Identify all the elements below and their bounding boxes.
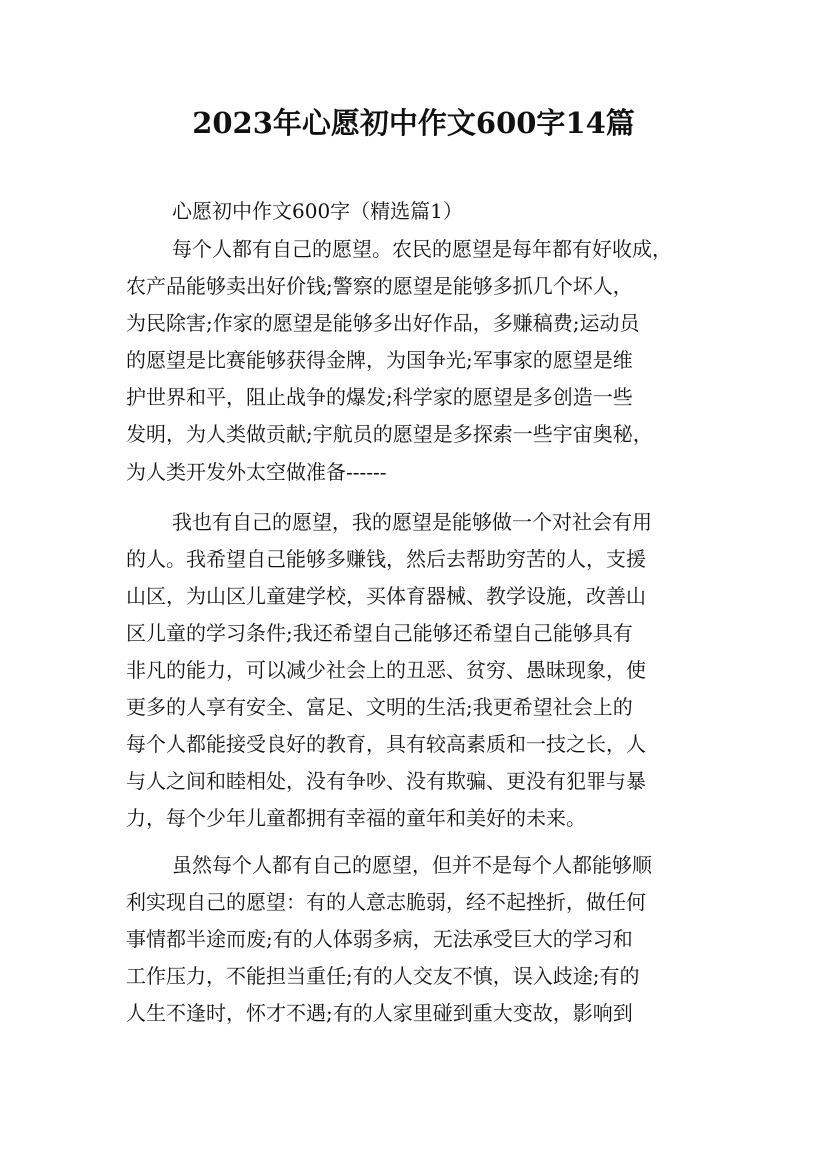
paragraph-1-line-3: 为民除害;作家的愿望是能够多出好作品，多赚稿费;运动员 — [126, 311, 640, 335]
paragraph-2-line-7: 每个人都能接受良好的教育，具有较高素质和一技之长，人 — [126, 732, 646, 756]
paragraph-1-line-4: 的愿望是比赛能够获得金牌，为国争光;军事家的愿望是维 — [126, 348, 633, 372]
paragraph-2-line-9: 力，每个少年儿童都拥有幸福的童年和美好的未来。 — [126, 806, 586, 830]
paragraph-1-line-6: 发明，为人类做贡献;宇航员的愿望是多探索一些宇宙奥秘， — [126, 422, 653, 446]
paragraph-1-line-5: 护世界和平，阻止战争的爆发;科学家的愿望是多创造一些 — [126, 385, 633, 409]
section-heading: 心愿初中作文600字（精选篇1） — [172, 199, 463, 223]
paragraph-3-line-4: 工作压力，不能担当重任;有的人交友不慎，误入歧途;有的 — [126, 964, 640, 988]
paragraph-3-line-1: 虽然每个人都有自己的愿望，但并不是每个人都能够顺 — [172, 853, 652, 877]
paragraph-2-line-2: 的人。我希望自己能够多赚钱，然后去帮助穷苦的人，支援 — [126, 547, 646, 571]
paragraph-2-line-5: 非凡的能力，可以减少社会上的丑恶、贫穷、愚昧现象，使 — [126, 658, 646, 682]
paragraph-2-line-8: 与人之间和睦相处，没有争吵、没有欺骗、更没有犯罪与暴 — [126, 769, 646, 793]
paragraph-2-line-6: 更多的人享有安全、富足、文明的生活;我更希望社会上的 — [126, 695, 633, 719]
paragraph-1-line-2: 农产品能够卖出好价钱;警察的愿望是能够多抓几个坏人， — [126, 274, 633, 298]
paragraph-3-line-5: 人生不逢时，怀才不遇;有的人家里碰到重大变故，影响到 — [126, 1001, 633, 1025]
paragraph-1-line-7: 为人类开发外太空做准备------ — [126, 460, 387, 484]
paragraph-1-line-1: 每个人都有自己的愿望。农民的愿望是每年都有好收成， — [172, 237, 672, 261]
paragraph-2-line-4: 区儿童的学习条件;我还希望自己能够还希望自己能够具有 — [126, 621, 633, 645]
paragraph-3-line-2: 利实现自己的愿望：有的人意志脆弱，经不起挫折，做任何 — [126, 890, 646, 914]
paragraph-3-line-3: 事情都半途而废;有的人体弱多病，无法承受巨大的学习和 — [126, 927, 633, 951]
paragraph-2-line-1: 我也有自己的愿望，我的愿望是能够做一个对社会有用 — [172, 510, 652, 534]
paragraph-2-line-3: 山区，为山区儿童建学校，买体育器械、教学设施，改善山 — [126, 584, 646, 608]
document-title: 2023年心愿初中作文600字14篇 — [192, 106, 635, 140]
